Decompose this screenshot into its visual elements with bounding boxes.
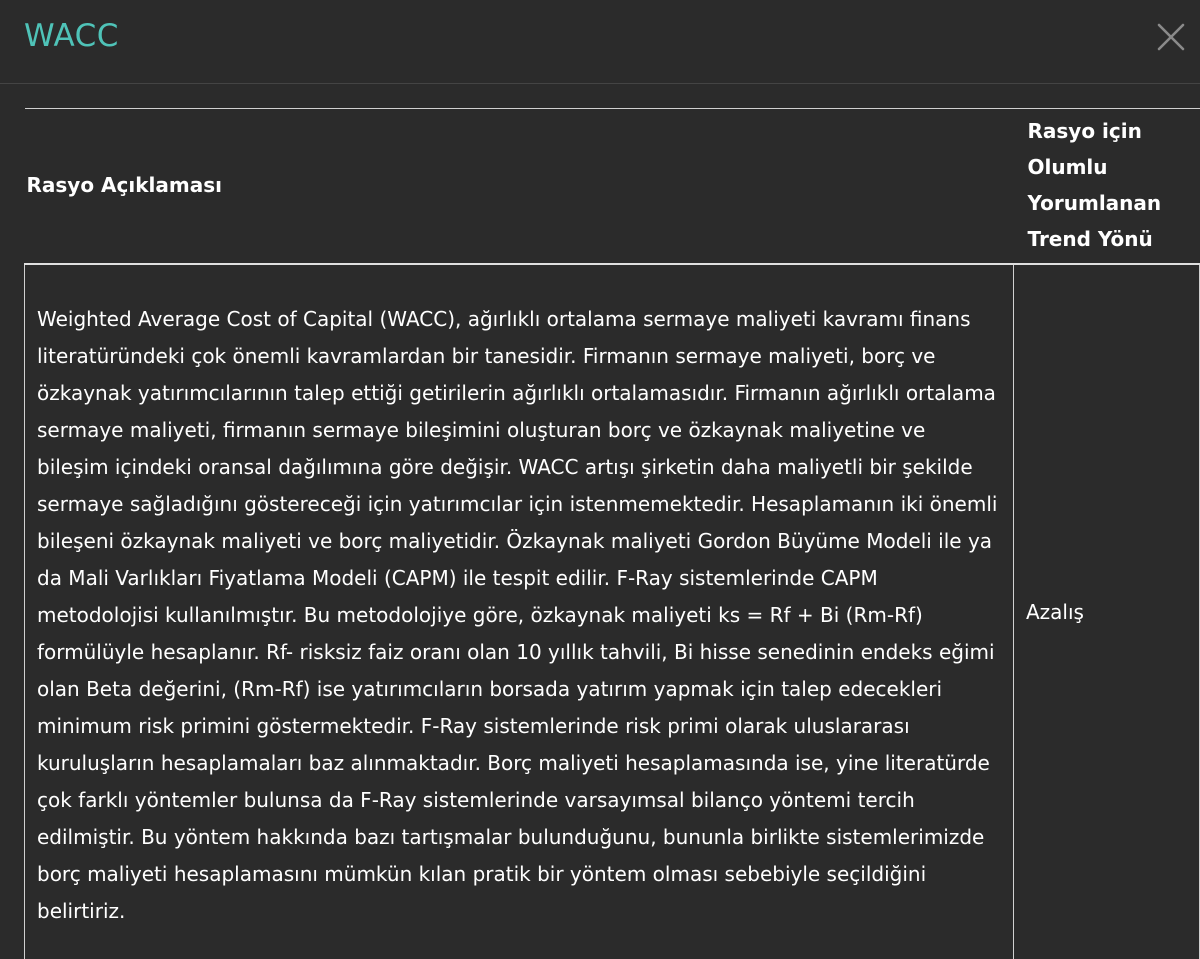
close-button[interactable] bbox=[1154, 20, 1188, 54]
ratio-description-cell: Weighted Average Cost of Capital (WACC), ağırlıklı ortalama sermaye maliyeti kavramı finans literatüründeki çok önemli kavramlardan bir tanesidir. Firmanın sermaye maliyeti, borç ve özkaynak yatırımcılarının talep ettiği getirilerin ağırlıklı ortalamasıdır. Firmanın ağırlıklı ortalama sermaye maliyeti, firmanın sermaye bileşimini oluşturan borç ve özkaynak maliyetine ve bileşim içindeki oransal dağılımına göre değişir. WACC artışı şirketin daha maliyetli bir şekilde sermaye sağladığını göstereceği için yatırımcılar için istenmemektedir. Hesaplamanın iki önemli bileşeni özkaynak maliyeti ve borç maliyetidir. Özkaynak maliyeti Gordon Büyüme Modeli ile ya da Mali Varlıkları Fiyatlama Modeli (CAPM) ile tespit edilir. F-Ray sistemlerinde CAPM metodolojisi kullanılmıştır. Bu metodolojiye göre, özkaynak maliyeti ks = Rf + Bi (Rm-Rf) formülüyle hesaplanır. Rf- risksiz faiz oranı olan 10 yıllık tahvili, Bi hisse senedinin endeks eğimi olan Beta değerini, (Rm-Rf) ise yatırımcıların borsada yatırım yapmak için talep edecekleri minimum risk primini göstermektedir. F-Ray sistemlerinde risk primi olarak uluslararası kuruluşların hesaplamaları baz alınmaktadır. Borç maliyeti hesaplamasında ise, yine literatürde çok farklı yöntemler bulunsa da F-Ray sistemlerinde varsayımsal bilanço yöntemi tercih edilmiştir. Bu yöntem hakkında bazı tartışmalar bulunduğunu, bununla birlikte sistemlerimizde borç maliyeti hesaplamasını mümkün kılan pratik bir yöntem olması sebebiyle seçildiğini belirtiriz. bbox=[25, 264, 1014, 959]
table-header-row bbox=[25, 109, 1200, 265]
column-header-trend: Rasyo için Olumlu Yorumlanan Trend Yönü bbox=[1014, 109, 1200, 265]
column-header-description: Rasyo Açıklaması bbox=[25, 109, 1014, 265]
modal-header bbox=[0, 0, 1200, 84]
ratio-table bbox=[24, 108, 1200, 959]
table-row bbox=[25, 264, 1200, 959]
trend-direction-cell: Azalış bbox=[1014, 264, 1200, 959]
modal-title: WACC bbox=[24, 18, 119, 54]
ratio-table-container[interactable] bbox=[24, 108, 1200, 959]
close-icon[interactable] bbox=[1154, 20, 1188, 54]
